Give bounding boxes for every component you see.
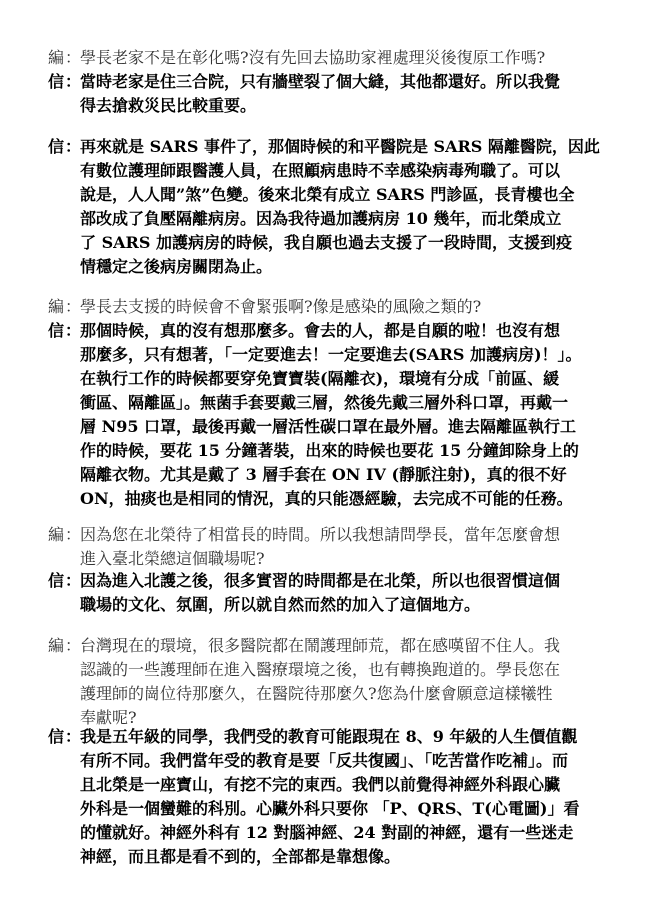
question-text: 台灣現在的環境，很多醫院都在鬧護理師荒，都在感嘆留不住人。我 認識的一些護理師在進入醫療環境之後，也有轉換跑道的。學長您在 護理師的崗位待那麼久，在醫院待那麼久?您為什麼會願意這樣犧牲 奉獻呢?	[80, 636, 561, 727]
question-text: 學長去支援的時候會不會緊張啊?像是感染的風險之類的?	[80, 297, 482, 316]
interview-question	[48, 634, 608, 730]
speaker-label: 編：	[48, 525, 83, 544]
answer-text: 再來就是 SARS 事件了，那個時候的和平醫院是 SARS 隔離醫院，因此 有數位護理師跟醫護人員，在照顧病患時不幸感染病毒殉職了。可以 說是，人人聞”煞”色變。後來北榮有成立 SARS 門診區，長青樓也全 部改成了負壓隔離病房。因為我待過加護病房 10 幾年，而北榮成立 了 SARS 加護病房的時候，我自願也過去支援了一段時間，支援到疫 情穩定之後病房關閉為止。	[80, 137, 600, 276]
answer-text: 因為進入北護之後，很多實習的時間都是在北榮，所以也很習慣這個 職場的文化、氛圍，所以就自然而然的加入了這個地方。	[80, 571, 561, 614]
speaker-label: 編：	[48, 48, 83, 67]
interview-question	[48, 46, 608, 70]
answer-text: 我是五年級的同學，我們受的教育可能跟現在 8、9 年級的人生價值觀 有所不同。我們當年受的教育是要「反共復國」、「吃苦當作吃補」。而 且北榮是一座寶山，有挖不完的東西。我們以前覺得神經外科跟心臟 外科是一個蠻難的科別。心臟外科只要你 「P、QRS、T(心電圖)」看 的懂就好。神經外科有 12 對腦神經、24 對副的神經，還有一些迷走 神經，而且都是看不到的，全部都是靠想像。	[80, 727, 580, 866]
interview-answer	[48, 135, 608, 279]
answer-text: 當時老家是住三合院，只有牆壁裂了個大縫，其他都還好。所以我覺 得去搶救災民比較重要。	[80, 72, 561, 115]
speaker-label: 信：	[48, 72, 83, 91]
speaker-label: 信：	[48, 137, 83, 156]
speaker-label: 編：	[48, 636, 83, 655]
speaker-label: 信：	[48, 727, 83, 746]
interview-question	[48, 523, 608, 571]
speaker-label: 編：	[48, 297, 83, 316]
interview-answer	[48, 725, 608, 869]
question-text: 因為您在北榮待了相當長的時間。所以我想請問學長，當年怎麼會想 進入臺北榮總這個職場呢?	[80, 525, 561, 568]
interview-answer	[48, 569, 608, 617]
interview-question	[48, 295, 608, 319]
question-text: 學長老家不是在彰化嗎?沒有先回去協助家裡處理災後復原工作嗎?	[80, 48, 546, 67]
speaker-label: 信：	[48, 321, 83, 340]
speaker-label: 信：	[48, 571, 83, 590]
answer-text: 那個時候，真的沒有想那麼多。會去的人，都是自願的啦！也沒有想 那麼多，只有想著，「一定要進去！一定要進去(SARS 加護病房)！」。 在執行工作的時候都要穿免寶寶裝(隔離衣)，環境有分成「前區、緩 衝區、隔離區」。無菌手套要戴三層，然後先戴三層外科口罩，再戴一 層 N95 口罩，最後再戴一層活性碳口罩在最外層。進去隔離區執行工 作的時候，要花 15 分鐘著裝，出來的時候也要花 15 分鐘卸除身上的 隔離衣物。尤其是戴了 3 層手套在 ON IV (靜脈注射)，真的很不好 ON，抽痰也是相同的情況，真的只能憑經驗，去完成不可能的任務。	[80, 321, 582, 508]
interview-answer	[48, 319, 608, 511]
interview-answer	[48, 70, 608, 118]
